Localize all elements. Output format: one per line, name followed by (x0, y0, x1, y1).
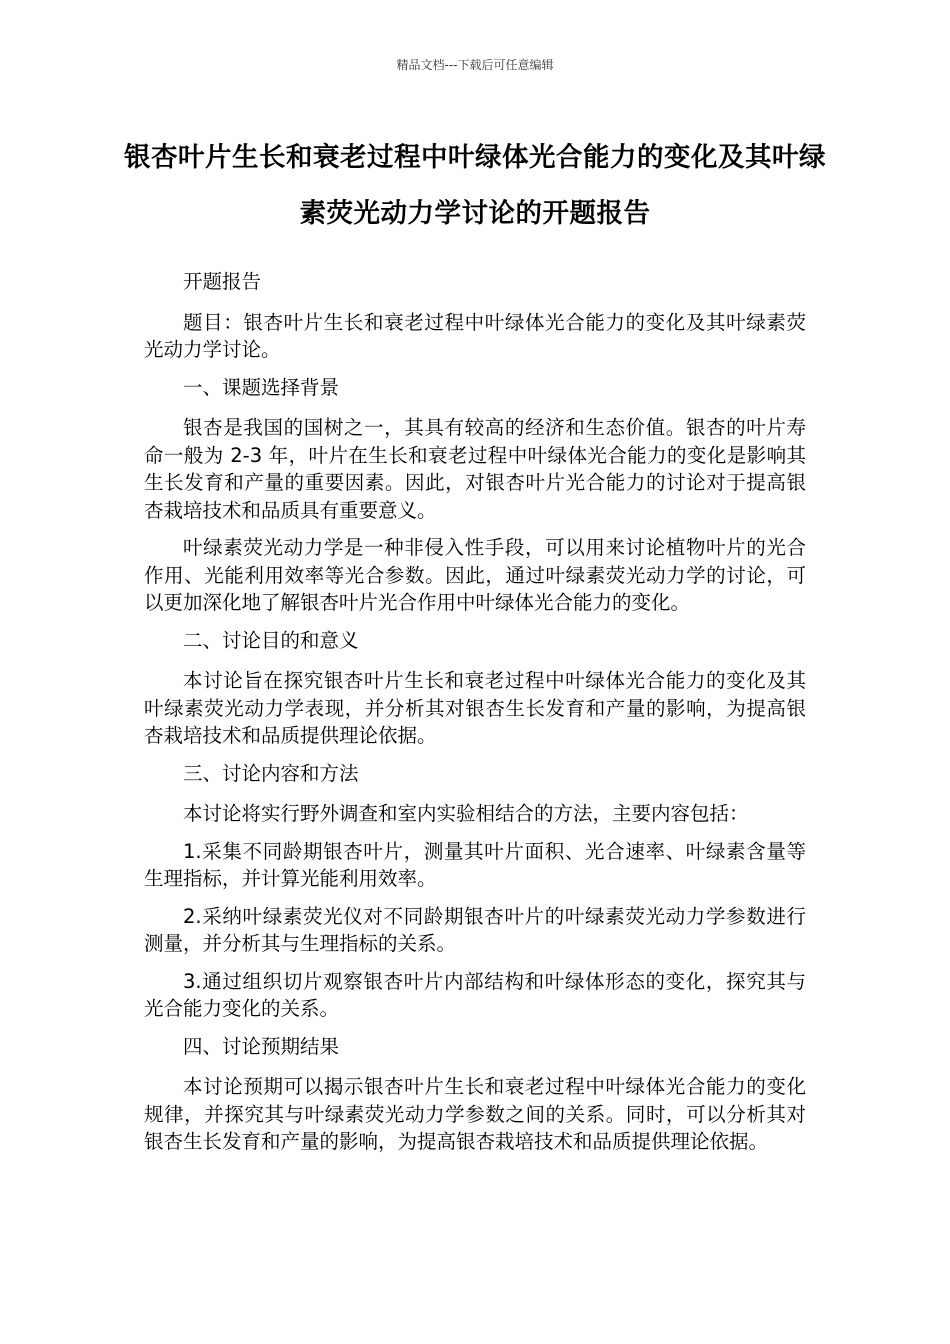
methods-item-3: 3.通过组织切片观察银杏叶片内部结构和叶绿体形态的变化，探究其与光合能力变化的关系。 (144, 969, 806, 1020)
methods-intro: 本讨论将实行野外调查和室内实验相结合的方法，主要内容包括： (183, 802, 749, 825)
methods-item-1: 1.采集不同龄期银杏叶片，测量其叶片面积、光合速率、叶绿素含量等生理指标，并计算光能利用效率。 (144, 839, 806, 890)
background-paragraph-2: 叶绿素荧光动力学是一种非侵入性手段，可以用来讨论植物叶片的光合作用、光能利用效率等光合参数。因此，通过叶绿素荧光动力学的讨论，可以更加深化地了解银杏叶片光合作用中叶绿体光合能力的变化。 (144, 536, 806, 614)
section-label: 开题报告 (183, 270, 262, 293)
topic-paragraph: 题目：银杏叶片生长和衰老过程中叶绿体光合能力的变化及其叶绿素荧光动力学讨论。 (144, 310, 806, 361)
section-heading-results: 四、讨论预期结果 (183, 1034, 340, 1058)
methods-item-2: 2.采纳叶绿素荧光仪对不同龄期银杏叶片的叶绿素荧光动力学参数进行测量，并分析其与生理指标的关系。 (144, 904, 806, 955)
section-heading-background: 一、课题选择背景 (183, 375, 340, 399)
purpose-paragraph: 本讨论旨在探究银杏叶片生长和衰老过程中叶绿体光合能力的变化及其叶绿素荧光动力学表现，并分析其对银杏生长发育和产量的影响，为提高银杏栽培技术和品质提供理论依据。 (144, 669, 806, 747)
section-heading-methods: 三、讨论内容和方法 (183, 761, 359, 785)
header-note: 精品文档---下载后可任意编辑 (396, 58, 554, 72)
document-title: 银杏叶片生长和衰老过程中叶绿体光合能力的变化及其叶绿素荧光动力学讨论的开题报告 (124, 142, 826, 229)
document-body (144, 268, 806, 1166)
results-paragraph: 本讨论预期可以揭示银杏叶片生长和衰老过程中叶绿体光合能力的变化规律，并探究其与叶绿素荧光动力学参数之间的关系。同时，可以分析其对银杏生长发育和产量的影响，为提高银杏栽培技术和品质提供理论依据。 (144, 1075, 806, 1153)
section-heading-purpose: 二、讨论目的和意义 (183, 628, 359, 652)
background-paragraph-1: 银杏是我国的国树之一，其具有较高的经济和生态价值。银杏的叶片寿命一般为 2-3 年，叶片在生长和衰老过程中叶绿体光合能力的变化是影响其生长发育和产量的重要因素。因此，对银杏叶片光合能力的讨论对于提高银杏栽培技术和品质具有重要意义。 (144, 416, 806, 522)
